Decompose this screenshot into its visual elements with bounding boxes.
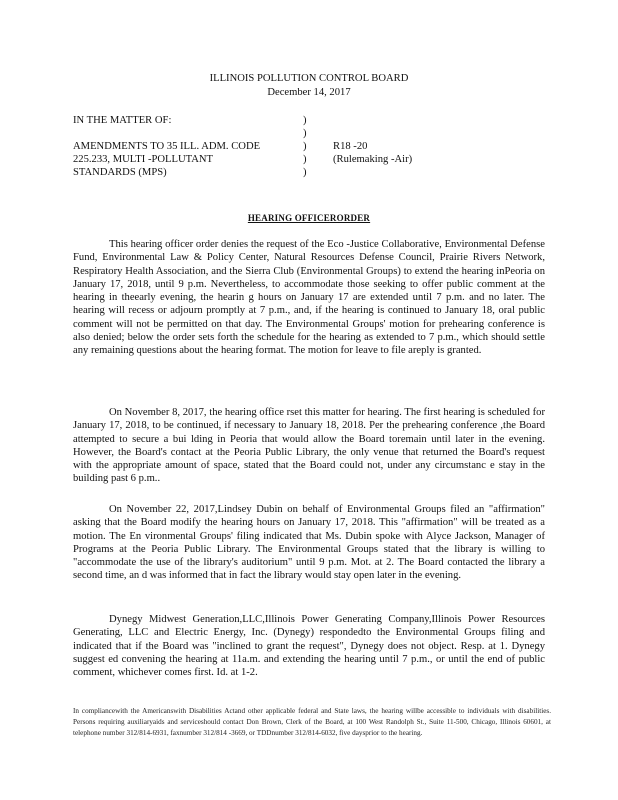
- caption-left: [73, 127, 303, 140]
- order-title: [0, 213, 618, 223]
- caption-row: [73, 114, 553, 127]
- paragraph-4: Dynegy Midwest Generation,LLC,Illinois Power Generating Company,Illinois Power Resources Generating, LLC and Electric Energy, Inc. (Dynegy) respondedto the Environmental Groups filing and indicated that if the Board was "inclined to grant the request", Dynegy does not object. Resp. at 1. Dynegy suggest ed convening the hearing at 11a.m. and extending the hearing until 7 p.m., or until the end of public comment, whichever comes first. Id. at 1-2.: [73, 614, 545, 679]
- caption-paren: ): [303, 115, 307, 126]
- caption-row: [73, 166, 553, 179]
- case-caption: [73, 114, 553, 179]
- order-title-text: HEARING OFFICERORDER: [247, 213, 371, 223]
- order-date: December 14, 2017: [267, 87, 351, 98]
- docket-type: (Rulemaking -Air): [333, 154, 413, 165]
- paragraph-3: On November 22, 2017,Lindsey Dubin on behalf of Environmental Groups filed an "affirmation" asking that the Board modify the hearing hours on January 17, 2018. This "affirmation" will be treated as a motion. The En vironmental Groups' filing indicated that Ms. Dubin spoke with Alyce Jackson, Manager of Programs at the Peoria Public Library. The Environmental Groups stated that the library is willing to "accommodate the use of the library's auditorium" until 9 p.m. Mot. at 2. The Board contacted the library a second time, an d was informed that in fact the library would stay open later in the evening.: [73, 504, 545, 582]
- paragraph-2: On November 8, 2017, the hearing office rset this matter for hearing. The first hearing is scheduled for January 17, 2018, to be continued, if necessary to January 18, 2018. Per the prehearing conference ,the Board attempted to secure a bui lding in Peoria that would allow the Board toremain until later in the evening. However, the Board's contact at the Peoria Public Library, the only venue that returned the Board's request with the appropriate amount of space, stated that the Board could not, under any circumstanc e stay in the building past 6 p.m..: [73, 407, 545, 485]
- caption-right: [333, 127, 533, 140]
- caption-right: [333, 166, 533, 179]
- caption-row: [73, 127, 553, 140]
- caption-paren: ): [303, 141, 307, 152]
- caption-left: STANDARDS (MPS): [73, 167, 167, 178]
- paragraph-1: This hearing officer order denies the request of the Eco -Justice Collaborative, Environmental Defense Fund, Environmental Law & Policy Center, Natural Resources Defense Council, Prairie Rivers Network, Respiratory Health Association, and the Sierra Club (Environmental Groups) to extend the hearing inPeoria on January 17, 2018, until 9 p.m. Nevertheless, to accommodate those seeking to offer public comment at the hearing in theearly evening, the hearin g hours on January 17 are extended until 7 p.m. and no later. The hearing will recess or adjourn promptly at 7 p.m., and, if the hearing is continued to January 18, oral public comment will not be permitted on that day. The Environmental Groups' motion for prehearing conference is also denied; below the order sets forth the schedule for the hearing as extended to 7 p.m., which should settle any remaining questions about the hearing format. The motion for leave to file areply is granted.: [73, 239, 545, 357]
- accessibility-footnote: In compliancewith the Americanswith Disabilities Actand other applicable federal and State laws, the hearing willbe accessible to individuals with disabilities. Persons requiring auxiliaryaids and serviceshould contact Don Brown, Clerk of the Board, at 100 West Randolph St., Suite 11-500, Chicago, Illinois 60601, at telephone number 312/814-6931, faxnumber 312/814 -3669, or TDDnumber 312/814-6032, five daysprior to the hearing.: [73, 707, 551, 738]
- caption-right: [333, 114, 533, 127]
- caption-left: IN THE MATTER OF:: [73, 115, 172, 126]
- caption-paren: ): [303, 167, 307, 178]
- caption-row: [73, 153, 553, 166]
- caption-row: [73, 140, 553, 153]
- caption-left: AMENDMENTS TO 35 ILL. ADM. CODE: [73, 141, 261, 152]
- caption-left: 225.233, MULTI -POLLUTANT: [73, 154, 213, 165]
- caption-paren: ): [303, 128, 307, 139]
- board-name: ILLINOIS POLLUTION CONTROL BOARD: [209, 73, 409, 84]
- docket-number: R18 -20: [333, 141, 368, 152]
- caption-paren: ): [303, 154, 307, 165]
